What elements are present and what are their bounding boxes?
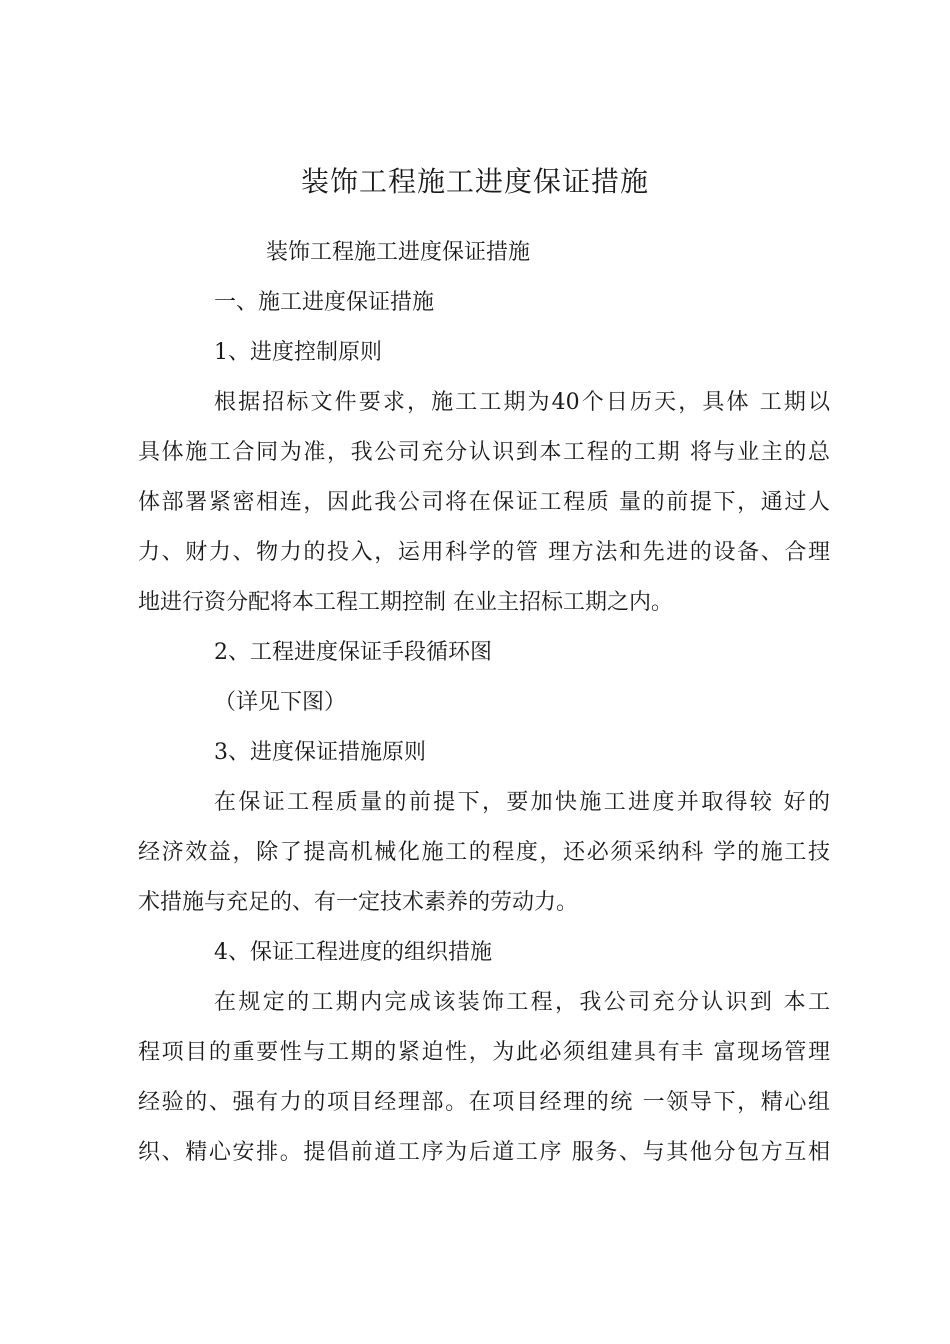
subtitle-line: 装饰工程施工进度保证措施 [266,240,531,265]
document-body [138,228,830,1178]
paragraph-line: 在规定的工期内完成该装饰工程，我公司充分认识到 本工 [214,990,830,1015]
document-title: 装饰工程施工进度保证措施 [300,165,649,198]
paragraph-line: 根据招标文件要求，施工工期为40个日历天，具体 工期以 [214,390,830,415]
paragraph-line: 具体施工合同为准，我公司充分认识到本工程的工期 将与业主的总 [138,440,830,465]
subsection-heading: 3、进度保证措施原则 [214,740,426,765]
paragraph-line: 经济效益，除了提高机械化施工的程度，还必须采纳科 学的施工技 [138,840,830,865]
paragraph-line: 地进行资分配将本工程工期控制 在业主招标工期之内。 [138,590,673,615]
paragraph-line: 力、财力、物力的投入，运用科学的管 理方法和先进的设备、合理 [138,540,830,565]
note-line: （详见下图） [214,690,347,715]
paragraph-line: 经验的、强有力的项目经理部。在项目经理的统 一领导下，精心组 [138,1090,830,1115]
paragraph-line: 程项目的重要性与工期的紧迫性，为此必须组建具有丰 富现场管理 [138,1040,830,1065]
paragraph-line: 织、精心安排。提倡前道工序为后道工序 服务、与其他分包方互相 [138,1140,830,1165]
subsection-heading: 2、工程进度保证手段循环图 [214,640,492,665]
subsection-heading: 4、保证工程进度的组织措施 [214,940,492,965]
paragraph-line: 在保证工程质量的前提下，要加快施工进度并取得较 好的 [214,790,830,815]
section-heading: 一、施工进度保证措施 [214,290,435,315]
subsection-heading: 1、进度控制原则 [214,340,382,365]
paragraph-line: 体部署紧密相连，因此我公司将在保证工程质 量的前提下，通过人 [138,490,830,515]
paragraph-line: 术措施与充足的、有一定技术素养的劳动力。 [138,890,579,915]
